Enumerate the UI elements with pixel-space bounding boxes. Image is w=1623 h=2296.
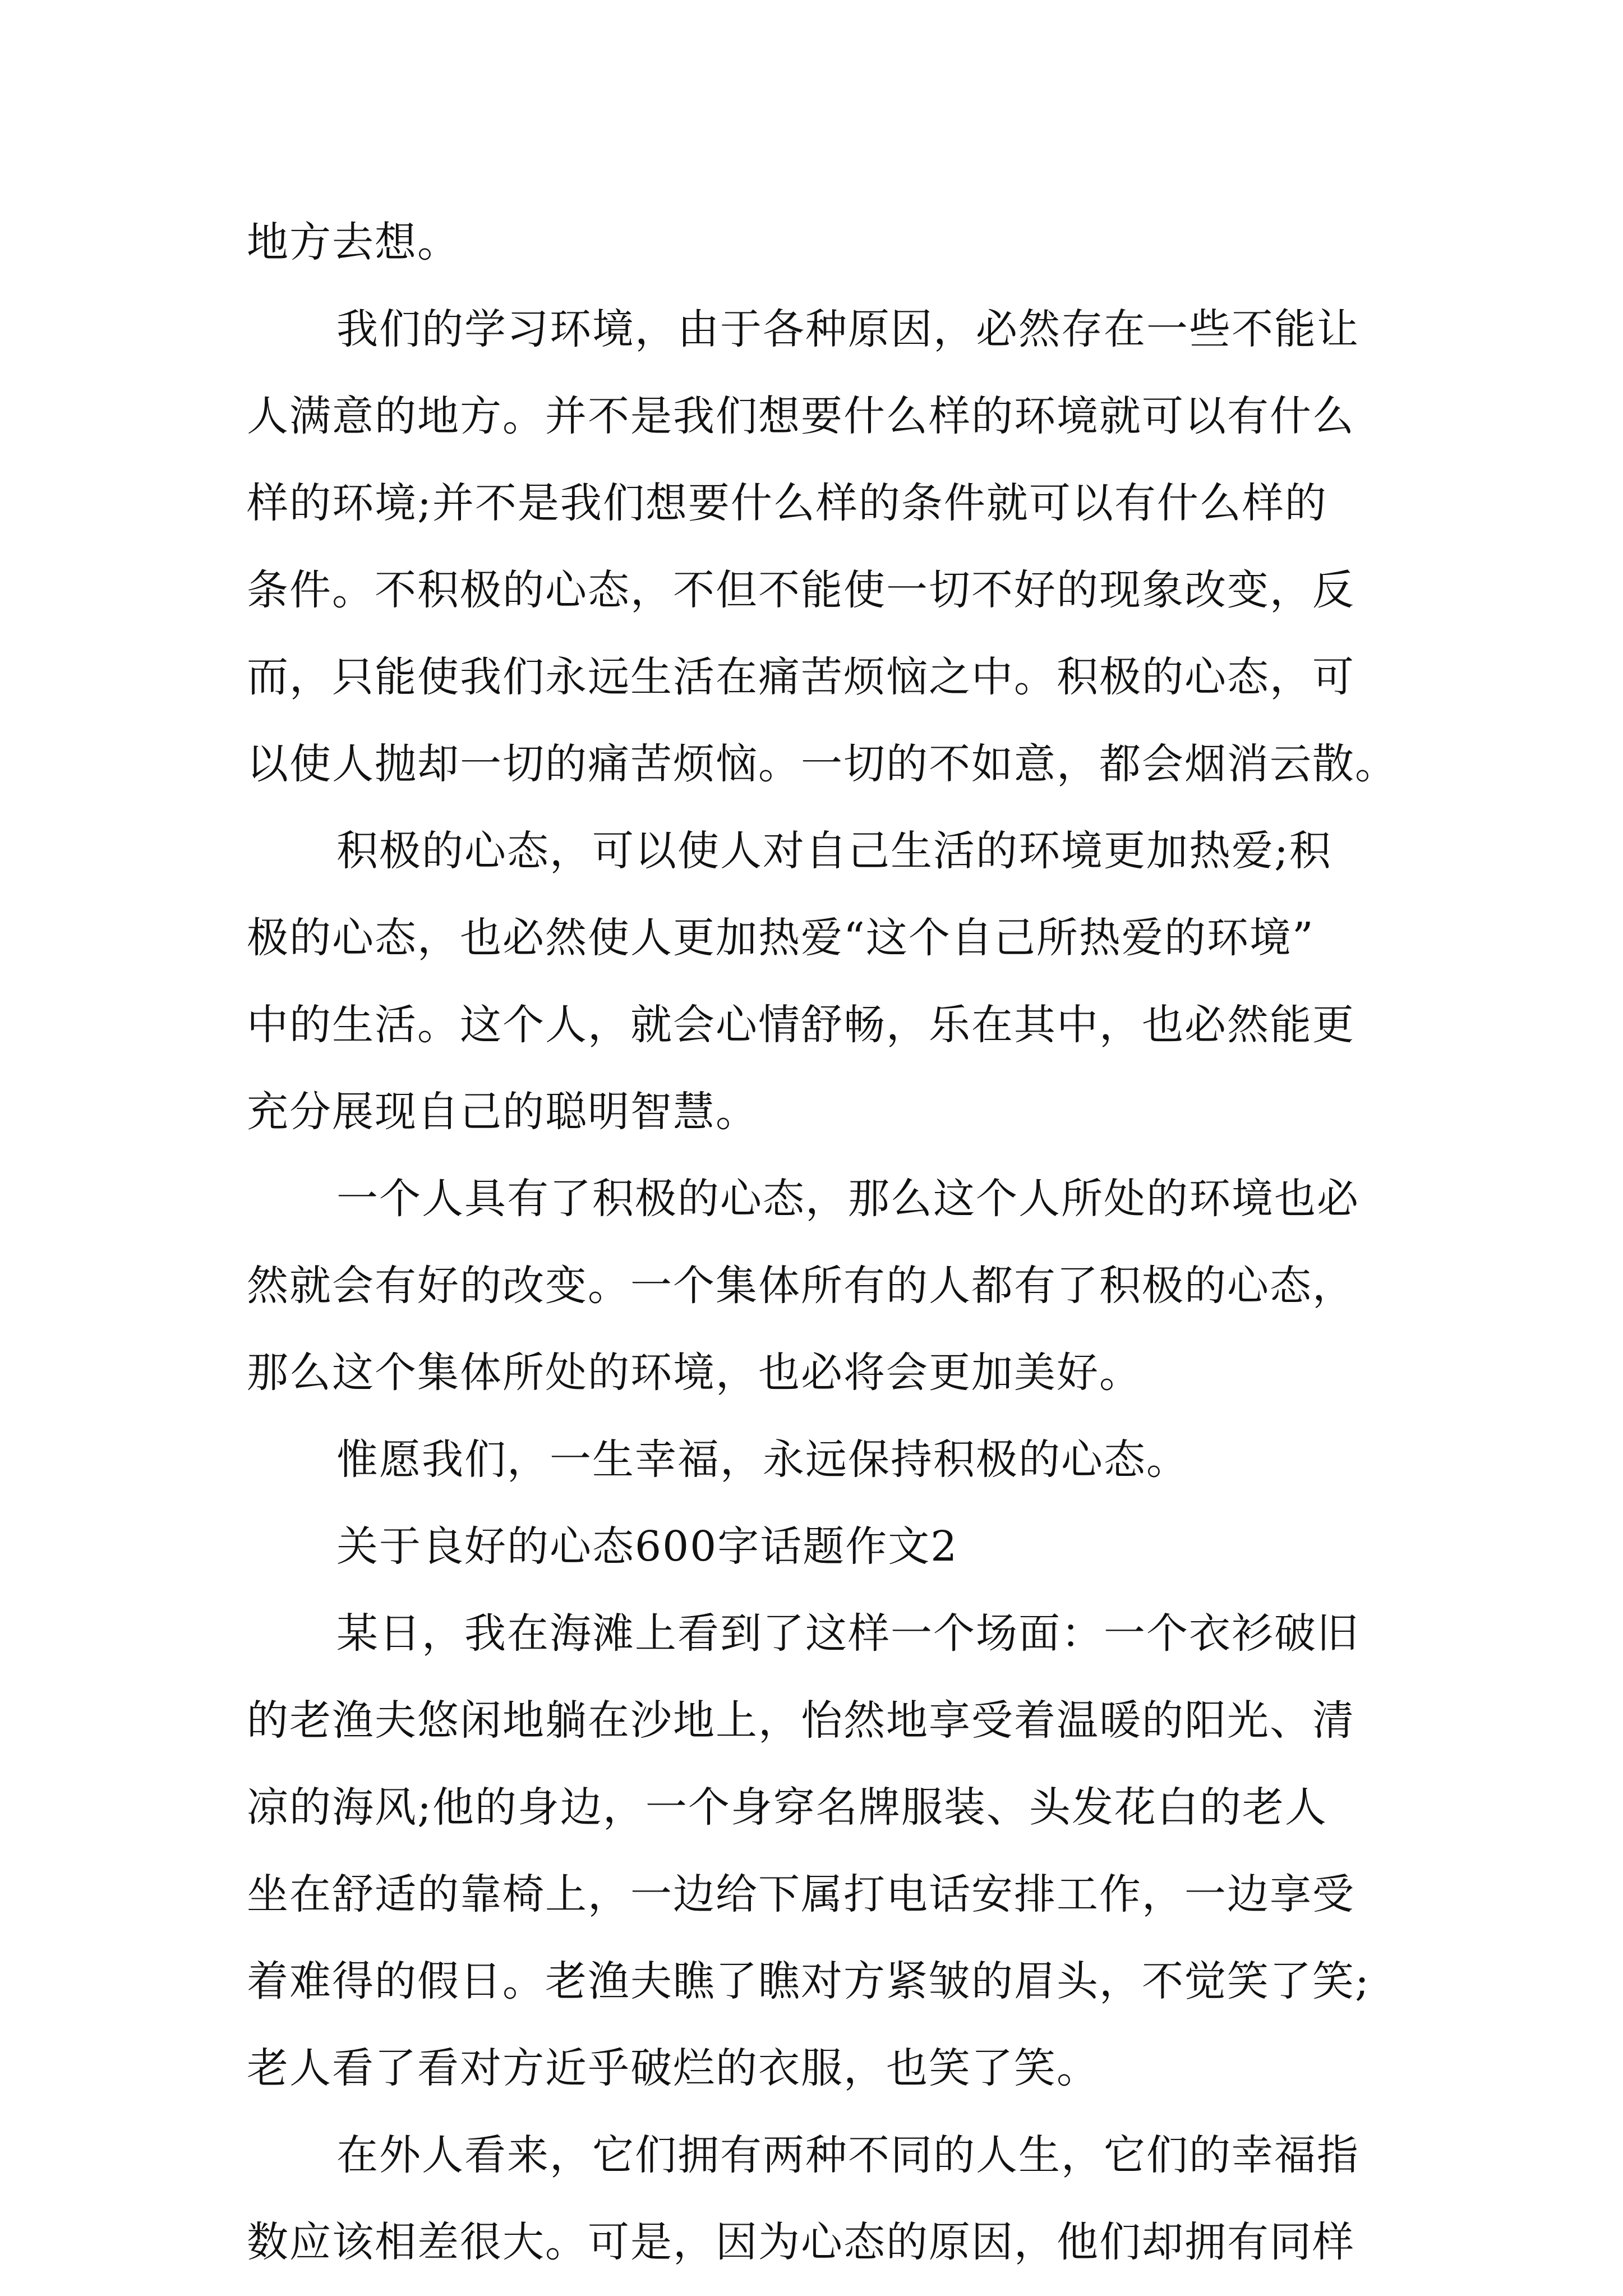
text-line: 样的环境;并不是我们想要什么样的条件就可以有什么样的 <box>247 479 1327 527</box>
text-line: 人满意的地方。并不是我们想要什么样的环境就可以有什么 <box>247 392 1355 440</box>
text-line: 充分展现自己的聪明智慧。 <box>247 1088 758 1136</box>
paragraph-start-line: 惟愿我们，一生幸福，永远保持积极的心态。 <box>336 1435 1189 1484</box>
text-line: 坐在舒适的靠椅上，一边给下属打电话安排工作，一边享受 <box>247 1870 1355 1918</box>
paragraph-start-line: 在外人看来，它们拥有两种不同的人生，它们的幸福指 <box>336 2131 1359 2179</box>
text-line: 以使人抛却一切的痛苦烦恼。一切的不如意，都会烟消云散。 <box>247 740 1398 788</box>
paragraph-start-line: 某日，我在海滩上看到了这样一个场面：一个衣衫破旧 <box>336 1609 1359 1658</box>
text-line: 而，只能使我们永远生活在痛苦烦恼之中。积极的心态，可 <box>247 653 1355 701</box>
text-line: 凉的海风;他的身边，一个身穿名牌服装、头发花白的老人 <box>247 1783 1327 1832</box>
text-line: 极的心态，也必然使人更加热爱“这个自己所热爱的环境” <box>247 914 1315 962</box>
text-line: 条件。不积极的心态，不但不能使一切不好的现象改变，反 <box>247 566 1355 614</box>
section-title: 关于良好的心态600字话题作文2 <box>336 1522 958 1571</box>
paragraph-start-line: 一个人具有了积极的心态，那么这个人所处的环境也必 <box>336 1175 1359 1223</box>
text-line: 老人看了看对方近乎破烂的衣服，也笑了笑。 <box>247 2044 1099 2092</box>
text-line: 中的生活。这个人，就会心情舒畅，乐在其中，也必然能更 <box>247 1001 1355 1049</box>
text-line: 数应该相差很大。可是，因为心态的原因，他们却拥有同样 <box>247 2218 1355 2266</box>
paragraph-start-line: 积极的心态，可以使人对自己生活的环境更加热爱;积 <box>336 827 1332 875</box>
text-line: 地方去想。 <box>247 218 460 266</box>
text-line: 那么这个集体所处的环境，也必将会更加美好。 <box>247 1349 1142 1397</box>
text-line: 的老渔夫悠闲地躺在沙地上，怡然地享受着温暖的阳光、清 <box>247 1696 1355 1745</box>
text-line: 着难得的假日。老渔夫瞧了瞧对方紧皱的眉头，不觉笑了笑; <box>247 1957 1370 2005</box>
paragraph-start-line: 我们的学习环境，由于各种原因，必然存在一些不能让 <box>336 305 1359 353</box>
text-line: 然就会有好的改变。一个集体所有的人都有了积极的心态， <box>247 1262 1355 1310</box>
